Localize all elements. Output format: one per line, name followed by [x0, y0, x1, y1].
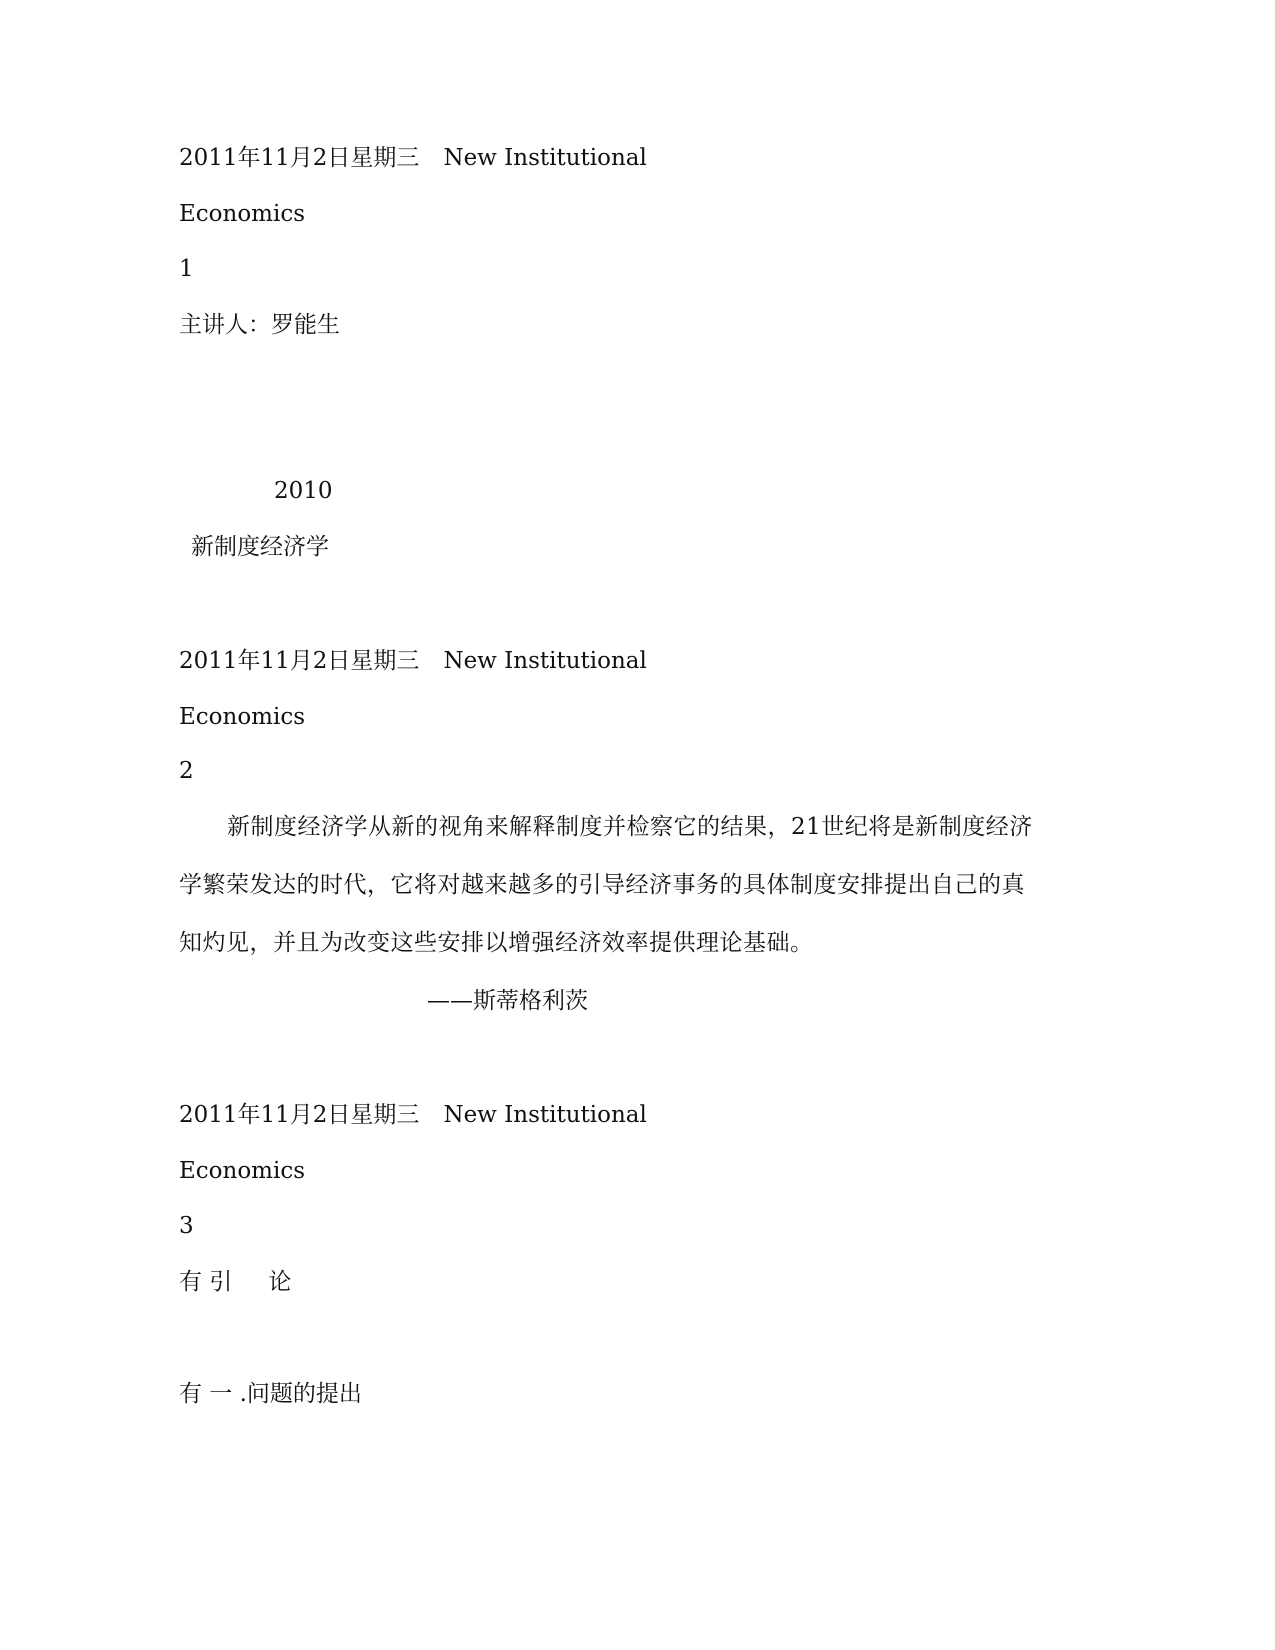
- header-date: 2011年11月2日星期三: [179, 1102, 420, 1128]
- header-title-continued: Economics: [179, 201, 306, 227]
- quote-paragraph: 新制度经济学从新的视角来解释制度并检察它的结果，21世纪将是新制度经济学繁荣发达的时代，它将对越来越多的引导经济事务的具体制度安排提出自己的真知灼见，并且为改变这些安排以增强经济效率提供理论基础。: [179, 814, 1033, 956]
- header-date: 2011年11月2日星期三: [179, 145, 420, 171]
- lecturer: 主讲人：罗能生: [179, 312, 340, 338]
- header-title-continued: Economics: [179, 1158, 306, 1184]
- page-number: 3: [179, 1213, 194, 1239]
- header-title: New Institutional: [443, 1102, 647, 1128]
- intro-prefix: 有 引: [179, 1269, 233, 1295]
- item-prefix: 有 一: [179, 1381, 233, 1407]
- page-number: 2: [179, 758, 194, 784]
- header-title-continued: Economics: [179, 704, 306, 730]
- intro-word: 论: [268, 1269, 292, 1295]
- year: 2010: [274, 478, 333, 504]
- course-title: 新制度经济学: [191, 534, 329, 560]
- header-date: 2011年11月2日星期三: [179, 648, 420, 674]
- header-title: New Institutional: [443, 648, 647, 674]
- header-line: [179, 646, 647, 676]
- subsection-heading: [179, 1379, 362, 1409]
- section-heading-intro: [179, 1267, 291, 1297]
- header-line: [179, 1100, 647, 1130]
- item-text: .问题的提出: [239, 1381, 362, 1407]
- quote-author: ——斯蒂格利茨: [427, 988, 588, 1014]
- header-title: New Institutional: [443, 145, 647, 171]
- header-line: [179, 143, 647, 173]
- page-number: 1: [179, 256, 194, 282]
